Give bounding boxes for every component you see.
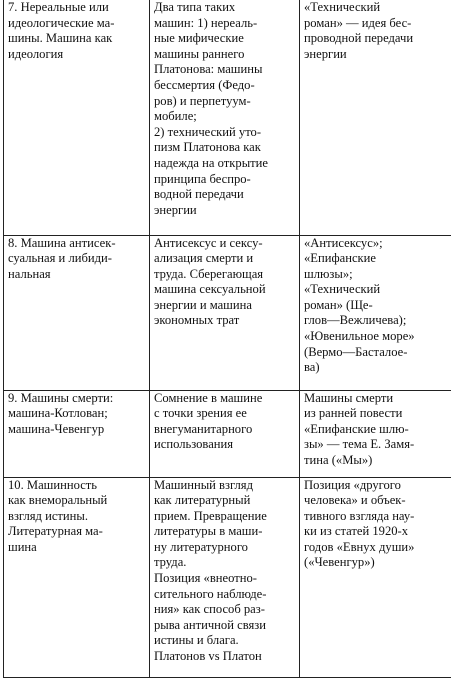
row-9-category: 9. Машины смерти: машина-Котлован; машина-Чевенгур — [4, 390, 150, 477]
row-7-works: «Технический роман» — идея бес- проводной передачи энергии — [300, 0, 451, 235]
row-7-category: 7. Нереальные или идеологические ма- шины. Машина как идеология — [4, 0, 150, 235]
table-row — [4, 235, 451, 390]
row-10-description: Машинный взгляд как литературный прием. Превращение литературы в маши- ну литературного труда. Позиция «внеотно- сительного наблюде- ния» как способ раз- рыва античной связи истины и блага. Платонов vs Платон — [150, 477, 300, 677]
table-row — [4, 390, 451, 477]
row-7-description: Два типа таких машин: 1) нереаль- ные мифические машины раннего Платонова: машины бессмертия (Федо- ров) и перпетуум- мобиле; 2) технический уто- пизм Платонова как надежда на открытие принципа беспро- водной передачи энергии — [150, 0, 300, 235]
table-row — [4, 0, 451, 235]
row-10-works: Позиция «другого человека» и объек- тивного взгляда нау- ки из статей 1920-х годов «Евнух души» («Чевенгур») — [300, 477, 451, 677]
machines-table — [3, 0, 451, 678]
row-8-category: 8. Машина антисек- суальная и либиди- нальная — [4, 235, 150, 390]
table-row — [4, 477, 451, 677]
row-8-works: «Антисексус»; «Епифанские шлюзы»; «Технический роман» (Ще- глов—Вежличева); «Ювенильное море» (Вермо—Басталое- ва) — [300, 235, 451, 390]
row-9-works: Машины смерти из ранней повести «Епифанские шлю- зы» — тема Е. Замя- тина («Мы») — [300, 390, 451, 477]
row-8-description: Антисексус и сексу- ализация смерти и труда. Сберегающая машина сексуальной энергии и машина экономных трат — [150, 235, 300, 390]
row-10-category: 10. Машинность как внеморальный взгляд истины. Литературная ма- шина — [4, 477, 150, 677]
document-page — [3, 0, 448, 679]
row-9-description: Сомнение в машине с точки зрения ее внегуманитарного использования — [150, 390, 300, 477]
